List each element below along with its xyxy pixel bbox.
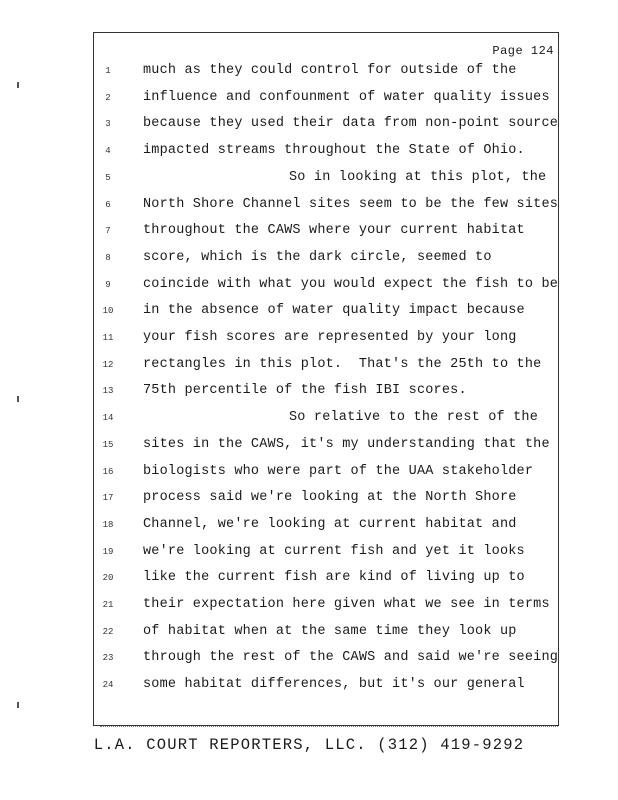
line-text: So in looking at this plot, the bbox=[289, 169, 547, 185]
line-number: 15 bbox=[102, 439, 114, 450]
margin-mark bbox=[17, 702, 19, 708]
line-number: 17 bbox=[102, 493, 114, 504]
line-text: sites in the CAWS, it's my understanding that the bbox=[143, 436, 550, 452]
line-number: 23 bbox=[102, 653, 114, 664]
transcript-line bbox=[0, 515, 618, 542]
line-number: 8 bbox=[105, 252, 111, 263]
transcript-line bbox=[0, 195, 618, 222]
line-number: 6 bbox=[105, 199, 111, 210]
line-number: 18 bbox=[102, 519, 114, 530]
transcript-line bbox=[0, 328, 618, 355]
transcript-line bbox=[0, 435, 618, 462]
line-number: 13 bbox=[102, 386, 114, 397]
line-number: 5 bbox=[105, 172, 111, 183]
line-number: 12 bbox=[102, 359, 114, 370]
transcript-line bbox=[0, 355, 618, 382]
line-text: impacted streams throughout the State of Ohio. bbox=[143, 143, 525, 159]
line-text: biologists who were part of the UAA stakeholder bbox=[143, 463, 534, 479]
line-number: 22 bbox=[102, 626, 114, 637]
page-number-label: Page 124 bbox=[492, 44, 554, 58]
line-text: 75th percentile of the fish IBI scores. bbox=[143, 383, 467, 399]
transcript-line bbox=[0, 542, 618, 569]
line-number: 3 bbox=[105, 119, 111, 130]
transcript-line bbox=[0, 648, 618, 675]
line-number: 20 bbox=[102, 573, 114, 584]
line-text: process said we're looking at the North Shore bbox=[143, 490, 517, 506]
transcript-line bbox=[0, 301, 618, 328]
line-text: score, which is the dark circle, seemed to bbox=[143, 249, 492, 265]
line-number: 16 bbox=[102, 466, 114, 477]
line-text: some habitat differences, but it's our general bbox=[143, 677, 525, 693]
transcript-line bbox=[0, 488, 618, 515]
line-text: rectangles in this plot. That's the 25th to the bbox=[143, 356, 542, 372]
line-text: like the current fish are kind of living up to bbox=[143, 570, 525, 586]
transcript-line bbox=[0, 88, 618, 115]
transcript-line bbox=[0, 248, 618, 275]
line-text: North Shore Channel sites seem to be the few sites bbox=[143, 196, 559, 212]
transcript-line bbox=[0, 275, 618, 302]
transcript-line bbox=[0, 675, 618, 702]
line-text: influence and confounment of water quality issues bbox=[143, 89, 550, 105]
transcript-line bbox=[0, 168, 618, 195]
transcript-line bbox=[0, 381, 618, 408]
line-text: because they used their data from non-point source bbox=[143, 116, 559, 132]
transcript-line bbox=[0, 462, 618, 489]
transcript-line bbox=[0, 595, 618, 622]
transcript-line bbox=[0, 114, 618, 141]
line-text: we're looking at current fish and yet it looks bbox=[143, 543, 525, 559]
line-number: 9 bbox=[105, 279, 111, 290]
line-text: coincide with what you would expect the fish to be bbox=[143, 276, 559, 292]
line-text: So relative to the rest of the bbox=[289, 410, 539, 426]
page-bottom-rule bbox=[100, 726, 558, 727]
line-text: through the rest of the CAWS and said we're seeing bbox=[143, 650, 559, 666]
line-text: of habitat when at the same time they look up bbox=[143, 623, 517, 639]
line-number: 24 bbox=[102, 680, 114, 691]
line-number: 7 bbox=[105, 226, 111, 237]
line-text: Channel, we're looking at current habitat and bbox=[143, 516, 517, 532]
transcript-line bbox=[0, 568, 618, 595]
reporter-footer: L.A. COURT REPORTERS, LLC. (312) 419-9292 bbox=[93, 736, 525, 754]
line-number: 21 bbox=[102, 600, 114, 610]
transcript-line bbox=[0, 141, 618, 168]
line-text: throughout the CAWS where your current habitat bbox=[143, 223, 525, 239]
line-number: 11 bbox=[102, 333, 114, 343]
line-number: 2 bbox=[105, 92, 111, 103]
line-number: 19 bbox=[102, 546, 114, 557]
line-number: 4 bbox=[105, 146, 111, 157]
transcript-line bbox=[0, 61, 618, 88]
line-number: 1 bbox=[105, 66, 111, 76]
transcript-line bbox=[0, 221, 618, 248]
line-text: in the absence of water quality impact because bbox=[143, 303, 525, 319]
line-text: your fish scores are represented by your long bbox=[143, 330, 517, 345]
line-number: 14 bbox=[102, 413, 114, 424]
line-number: 10 bbox=[102, 306, 114, 317]
line-text: their expectation here given what we see in terms bbox=[143, 597, 550, 612]
transcript-line bbox=[0, 622, 618, 649]
transcript-line bbox=[0, 408, 618, 435]
line-text: much as they could control for outside of the bbox=[143, 63, 517, 78]
